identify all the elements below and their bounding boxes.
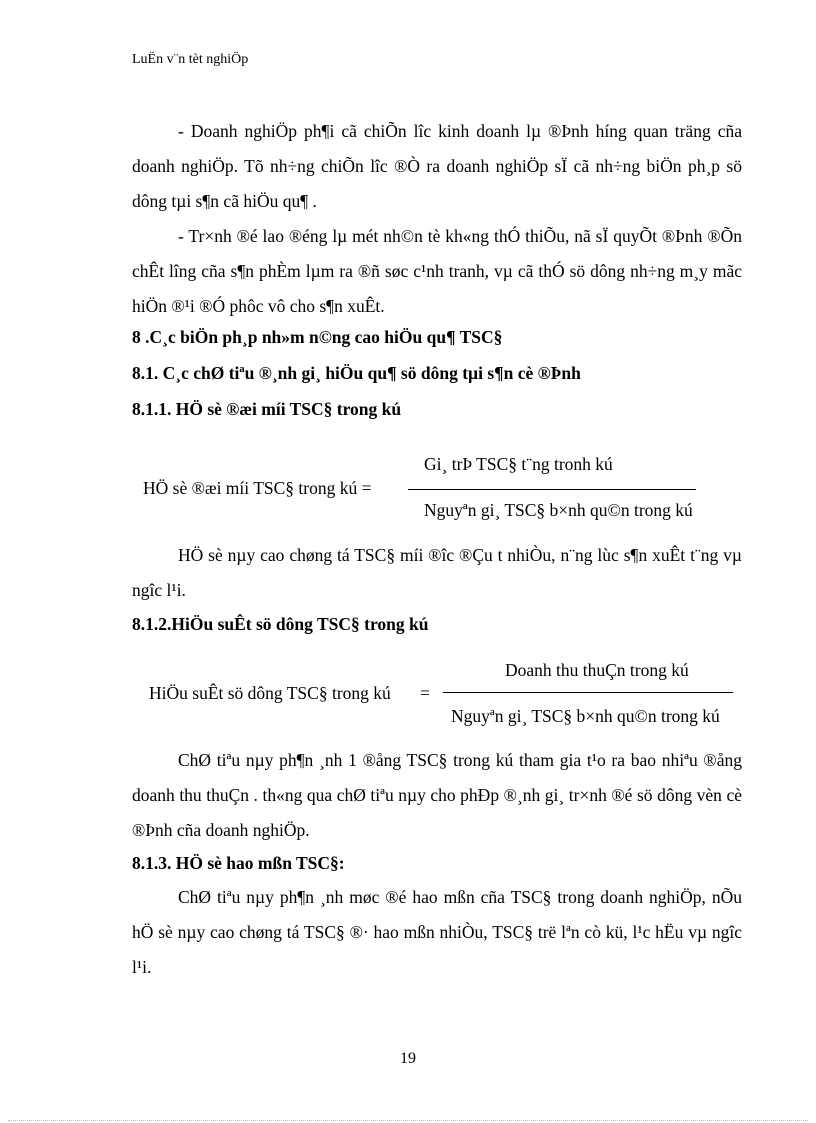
- formula1-numerator: Gi¸ trÞ TSC§ t¨ng tronh kú: [424, 454, 613, 474]
- formula2-denominator: Nguyªn gi¸ TSC§ b×nh qu©n trong kú: [451, 706, 720, 726]
- formula1-denominator: Nguyªn gi¸ TSC§ b×nh qu©n trong kú: [424, 500, 693, 520]
- paragraph-renewal-meaning: HÖ sè nµy cao chøng tá TSC§ míi ®îc ®Çu t nhiÒu, n¨ng lùc s¶n xuÊt t¨ng vµ ngîc l¹i.: [132, 545, 742, 600]
- formula2-equals: =: [420, 683, 430, 703]
- paragraph-business-strategy: - Doanh nghiÖp ph¶i cã chiÕn lîc kinh doanh lµ ®Þnh híng quan träng cña doanh nghiÖp. Tõ nh÷ng chiÕn lîc ®Ò ra doanh nghiÖp sÏ cã nh÷ng biÖn ph¸p sö dông tµi s¶n cã hiÖu qu¶ .: [132, 121, 742, 211]
- formula1-lhs: HÖ sè ®æi míi TSC§ trong kú =: [143, 478, 372, 498]
- paragraph-efficiency-meaning: ChØ tiªu nµy ph¶n ¸nh 1 ®ång TSC§ trong kú tham gia t¹o ra bao nhiªu ®ång doanh thu thuÇn . th«ng qua chØ tiªu nµy cho phÐp ®¸nh gi¸ tr×nh ®é sö dông vèn cè ®Þnh cña doanh nghiÖp.: [132, 750, 742, 840]
- paragraph-labor-skill: - Tr×nh ®é lao ®éng lµ mét nh©n tè kh«ng thÓ thiÕu, nã sÏ quyÕt ®Þnh ®Õn chÊt lîng cña s¶n phÈm lµm ra ®ñ søc c¹nh tranh, vµ cã thÓ sö dông nh÷ng m¸y mãc hiÖn ®¹i ®Ó phôc vô cho s¶n xuÊt.: [132, 226, 742, 316]
- heading-section-8: 8 .C¸c biÖn ph¸p nh»m n©ng cao hiÖu qu¶ TSC§: [132, 327, 503, 347]
- heading-section-8-1: 8.1. C¸c chØ tiªu ®¸nh gi¸ hiÖu qu¶ sö dông tµi s¶n cè ®Þnh: [132, 363, 581, 383]
- formula2-lhs: HiÖu suÊt sö dông TSC§ trong kú: [149, 683, 391, 703]
- page-number: 19: [400, 1050, 416, 1067]
- running-header: LuËn v¨n tèt nghiÖp: [132, 52, 249, 67]
- heading-section-8-1-1: 8.1.1. HÖ sè ®æi míi TSC§ trong kú: [132, 399, 402, 419]
- formula2-numerator: Doanh thu thuÇn trong kú: [505, 660, 689, 680]
- formula2-fraction-bar: [443, 692, 733, 693]
- heading-section-8-1-2: 8.1.2.HiÖu suÊt sö dông TSC§ trong kú: [132, 614, 429, 634]
- paragraph-depreciation-meaning: ChØ tiªu nµy ph¶n ¸nh møc ®é hao mßn cña TSC§ trong doanh nghiÖp, nÕu hÖ sè nµy cao chøng tá TSC§ ®· hao mßn nhiÒu, TSC§ trë lªn cò kü, l¹c hËu vµ ngîc l¹i.: [132, 887, 742, 977]
- page-bottom-border: [8, 1120, 808, 1121]
- formula1-fraction-bar: [408, 489, 696, 490]
- heading-section-8-1-3: 8.1.3. HÖ sè hao mßn TSC§:: [132, 853, 345, 873]
